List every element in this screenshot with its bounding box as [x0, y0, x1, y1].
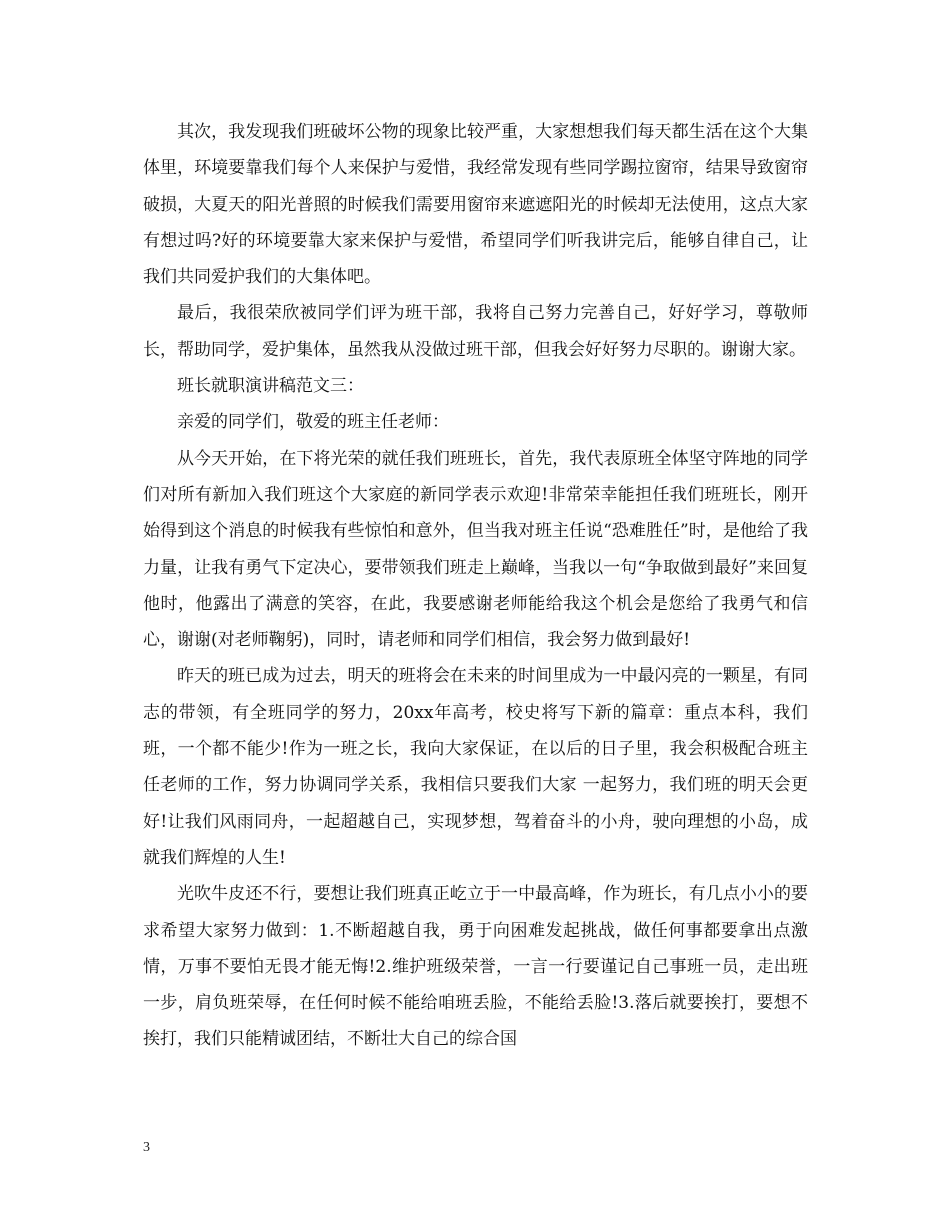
section-heading-speech-three: 班长就职演讲稿范文三： — [177, 376, 364, 397]
salutation: 亲爱的同学们，敬爱的班主任老师： — [177, 412, 449, 433]
paragraph-destruction-of-property: 其次，我发现我们班破坏公物的现象比较严重，大家想想我们每天都生活在这个大集体里，环境要靠我们每个人来保护与爱惜，我经常发现有些同学踢拉窗帘，结果导致窗帘破损，大夏天的阳光普照的时候我们需要用窗帘来遮遮阳光的时候却无法使用，这点大家有想过吗?好的环境要靠大家来保护与爱惜，希望同学们听我讲完后，能够自律自己，让我们共同爱护我们的大集体吧。 — [143, 122, 808, 288]
paragraph-inauguration: 从今天开始，在下将光荣的就任我们班班长，首先，我代表原班全体坚守阵地的同学们对所有新加入我们班这个大家庭的新同学表示欢迎!非常荣幸能担任我们班班长，刚开始得到这个消息的时候我有些惊怕和意外，但当我对班主任说“恐难胜任”时，是他给了我力量，让我有勇气下定决心，要带领我们班走上巅峰，当我以一句“争取做到最好”来回复他时，他露出了满意的笑容，在此，我要感谢老师能给我这个机会是您给了我勇气和信心，谢谢(对老师鞠躬)，同时，请老师和同学们相信，我会努力做到最好! — [143, 448, 808, 651]
document-body — [143, 114, 808, 1058]
paragraph-closing-thanks: 最后，我很荣欣被同学们评为班干部，我将自己努力完善自己，好好学习，尊敬师长，帮助同学，爱护集体，虽然我从没做过班干部，但我会好好努力尽职的。谢谢大家。 — [143, 303, 808, 360]
page-number: 3 — [143, 1140, 150, 1155]
paragraph-future-of-class: 昨天的班已成为过去，明天的班将会在未来的时间里成为一中最闪亮的一颗星，有同志的带领，有全班同学的努力，20xx年高考，校史将写下新的篇章：重点本科，我们班，一个都不能少!作为一班之长，我向大家保证，在以后的日子里，我会积极配合班主任老师的工作，努力协调同学关系，我相信只要我们大家 一起努力，我们班的明天会更好!让我们风雨同舟，一起超越自己，实现梦想，驾着奋斗的小舟，驶向理想的小岛，成就我们辉煌的人生! — [143, 666, 808, 868]
paragraph-requirements: 光吹牛皮还不行，要想让我们班真正屹立于一中最高峰，作为班长，有几点小小的要求希望大家努力做到：1.不断超越自我，勇于向困难发起挑战，做任何事都要拿出点激情，万事不要怕无畏才能无悔!2.维护班级荣誉，一言一行要谨记自己事班一员，走出班一步，肩负班荣辱，在任何时候不能给咱班丢脸，不能给丢脸!3.落后就要挨打，要想不挨打，我们只能精诚团结，不断壮大自己的综合国 — [143, 884, 808, 1050]
